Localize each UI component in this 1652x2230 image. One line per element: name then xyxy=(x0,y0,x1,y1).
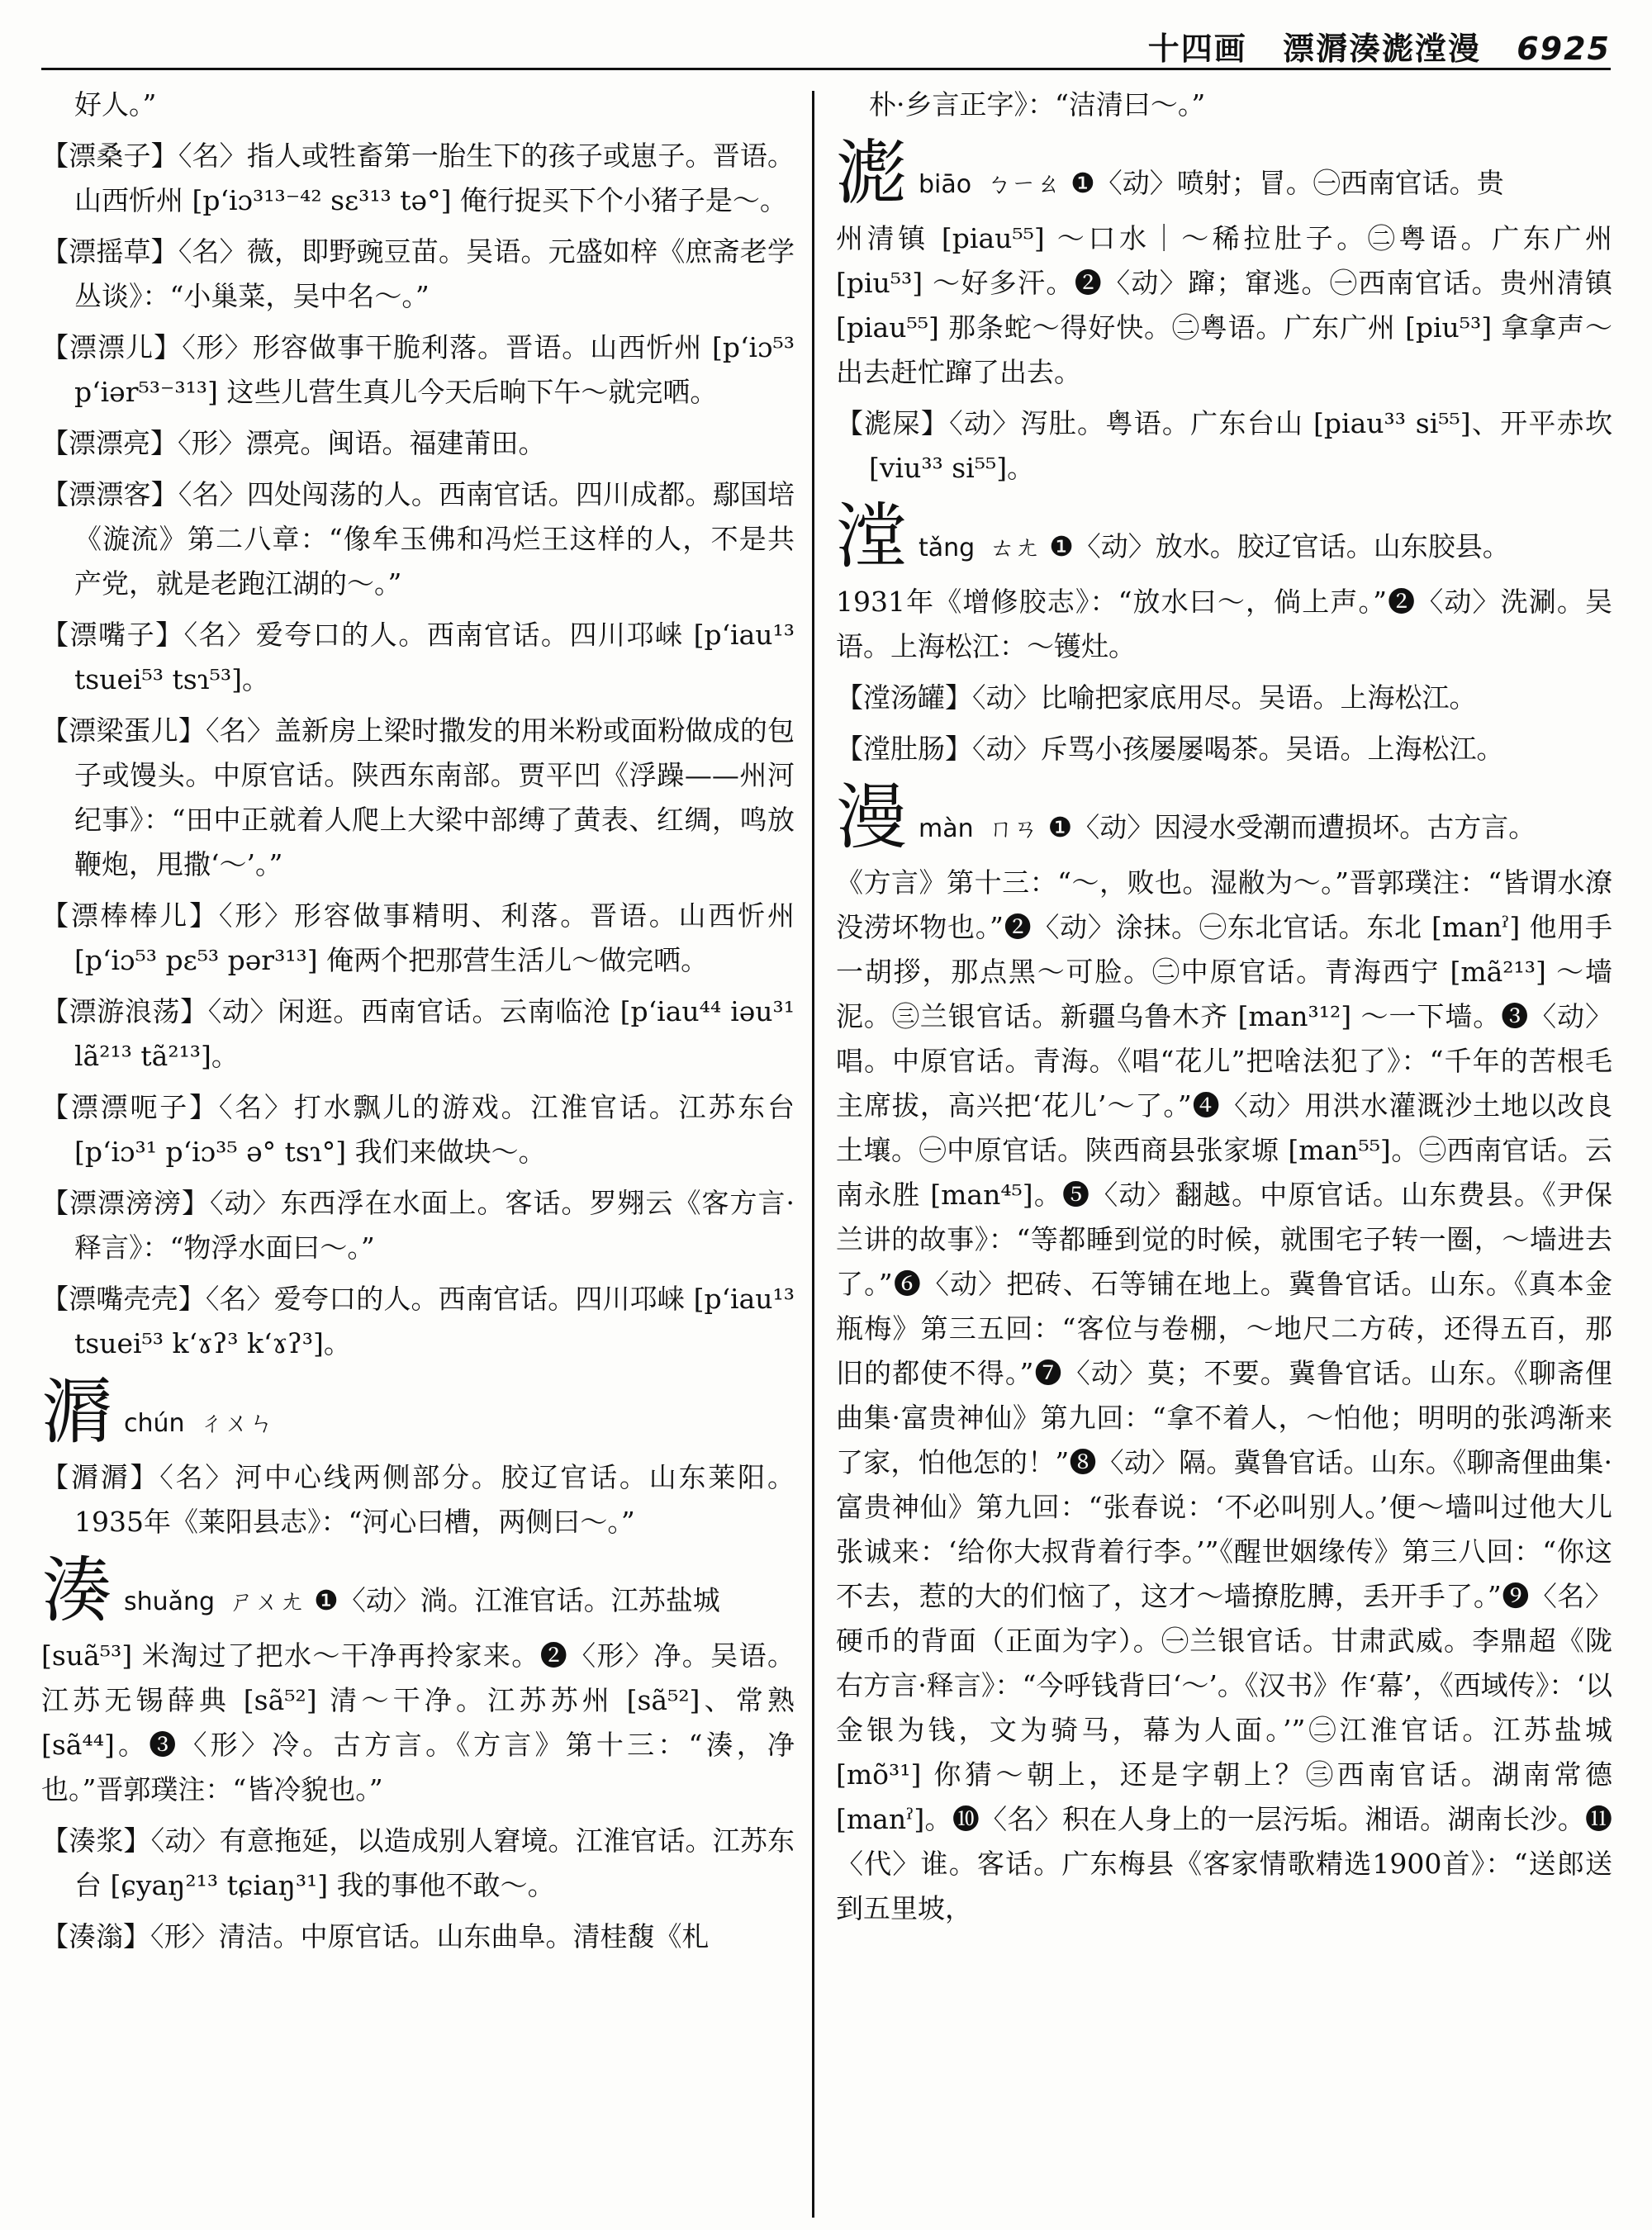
entry: 【漂游浪荡】〈动〉闲逛。西南官话。云南临沧 [p‘iau⁴⁴ iəu³¹ lã²¹³ tã²¹³]。 xyxy=(41,995,795,1072)
definition-text: ❶〈动〉因浸水受潮而遭损坏。古方言。 xyxy=(1047,811,1536,843)
entry: 【漂漂亮】〈形〉漂亮。闽语。福建莆田。 xyxy=(41,427,546,459)
running-head xyxy=(1125,23,1611,69)
column-divider xyxy=(812,91,814,2218)
definition-text: 州清镇 [piau⁵⁵] ～口水｜～稀拉肚子。㊁粤语。广东广州 [piu⁵³] ～好多汗。❷〈动〉蹿；窜逃。㊀西南官话。贵州清镇 [piau⁵⁵] 那条蛇～得好快。㊁粤语。广东广州 [piu⁵³] 拿拿声～出去赶忙蹿了出去。 xyxy=(836,222,1612,388)
zhuyin: ㄅㄧㄠ xyxy=(986,170,1061,199)
definition-text: ❶〈动〉喷射；冒。㊀西南官话。贵 xyxy=(1070,167,1504,199)
pinyin: shuǎng xyxy=(124,1587,216,1616)
pinyin: màn xyxy=(919,814,974,843)
definition-text: ❶〈动〉放水。胶辽官话。山东胶县。 xyxy=(1049,530,1510,562)
continuation-text: 朴·乡言正字》：“洁清曰～。” xyxy=(869,88,1206,121)
pinyin: biāo xyxy=(919,170,972,199)
head-character-block xyxy=(41,1373,795,1452)
entry: 【湊滃】〈形〉清洁。中原官话。山东曲阜。清桂馥《札 xyxy=(41,1920,710,1952)
entry: 【漘漘】〈名〉河中心线两侧部分。胶辽官话。山东莱阳。1935年《莱阳县志》：“河心曰槽，两侧曰～。” xyxy=(41,1461,795,1538)
zhuyin: ㄇㄢ xyxy=(988,814,1038,843)
definition-text: ❶〈动〉淌。江淮官话。江苏盐城 xyxy=(314,1584,720,1616)
entry: 【漂棒棒儿】〈形〉形容做事精明、利落。晋语。山西忻州 [p‘iɔ⁵³ pɛ⁵³ pər³¹³] 俺两个把那营生活儿～做完哂。 xyxy=(41,899,795,976)
entry: 【漂漂儿】〈形〉形容做事干脆利落。晋语。山西忻州 [p‘iɔ⁵³ p‘iər⁵³⁻³¹³] 这些儿营生真儿今天后晌下午～就完哂。 xyxy=(41,331,795,408)
head-character-block xyxy=(41,1551,795,1630)
entry: 【漂嘴子】〈名〉爱夸口的人。西南官话。四川邛崃 [p‘iau¹³ tsuei⁵³ tsɿ⁵³]。 xyxy=(41,619,795,695)
entry: 【漂漂呃子】〈名〉打水飘儿的游戏。江淮官话。江苏东台 [p‘iɔ³¹ p‘iɔ³⁵ ə° tsɿ°] 我们来做块～。 xyxy=(41,1091,795,1168)
entry: 【漟肚肠】〈动〉斥骂小孩屡屡喝茶。吴语。上海松江。 xyxy=(836,733,1504,765)
right-column xyxy=(836,83,1612,2222)
pinyin: chún xyxy=(124,1409,185,1438)
head-character: 漫 xyxy=(836,776,907,859)
entry: 【漂摇草】〈名〉薇，即野豌豆苗。吴语。元盛如梓《庶斋老学丛谈》：“小巢菜，吴中名～。” xyxy=(41,235,795,312)
zhuyin: ㄔㄨㄣ xyxy=(199,1409,274,1438)
entry: 【漂嘴壳壳】〈名〉爱夸口的人。西南官话。四川邛崃 [p‘iau¹³ tsuei⁵³ k‘ɤʔ³ k‘ɤʔ³]。 xyxy=(41,1283,795,1359)
entry: 【漟汤罐】〈动〉比喻把家底用尽。吴语。上海松江。 xyxy=(836,681,1477,714)
head-character: 漘 xyxy=(41,1371,112,1454)
head-character: 滮 xyxy=(836,132,907,215)
head-character: 湊 xyxy=(41,1549,112,1632)
left-column xyxy=(41,83,795,2222)
entry: 【滮屎】〈动〉泻肚。粤语。广东台山 [piau³³ si⁵⁵]、开平赤坎 [viu³³ si⁵⁵]。 xyxy=(836,407,1612,484)
entry: 【漂漂客】〈名〉四处闯荡的人。西南官话。四川成都。鄢国培《漩流》第二八章：“像牟玉佛和冯烂王这样的人，不是共产党，就是老跑江湖的～。” xyxy=(41,478,795,600)
definition-text: [suã⁵³] 米淘过了把水～干净再拎家来。❷〈形〉净。吴语。江苏无锡薛典 [sã⁵²] 清～干净。江苏苏州 [sã⁵²]、常熟 [sã⁴⁴]。❸〈形〉冷。古方言。《方言》第十三：“湊，净也。”晋郭璞注：“皆冷貌也。” xyxy=(41,1639,795,1805)
pinyin: tǎng xyxy=(919,534,976,562)
head-character-block xyxy=(836,778,1612,857)
page-header xyxy=(41,17,1611,70)
stroke-section: 十四画 xyxy=(1147,30,1247,67)
head-character-block xyxy=(836,497,1612,576)
entry: 【漂漂滂滂】〈动〉东西浮在水面上。客话。罗翙云《客方言·释言》：“物浮水面曰～。” xyxy=(41,1187,795,1264)
definition-text: 《方言》第十三：“～，败也。湿敝为～。”晋郭璞注：“皆谓水潦没涝坏物也。”❷〈动〉涂抹。㊀东北官话。东北 [manˀ] 他用手一胡拶，那点黑～可脸。㊁中原官话。青海西宁 [mã²¹³] ～墙泥。㊂兰银官话。新疆乌鲁木齐 [man³¹²] ～一下墙。❸〈动〉唱。中原官话。青海。《唱“花儿”把啥法犯了》：“千年的苦根毛主席拔，高兴把‘花儿’～了。”❹〈动〉用洪水灌溉沙土地以改良土壤。㊀中原官话。陕西商县张家塬 [man⁵⁵]。㊁西南官话。云南永胜 [man⁴⁵]。❺〈动〉翻越。中原官话。山东费县。《尹保兰讲的故事》：“等都睡到觉的时候，就围宅子转一圈，～墙进去了。”❻〈动〉把砖、石等铺在地上。冀鲁官话。山东。《真本金瓶梅》第三五回：“客位与卷棚，～地尺二方砖，还得五百，那旧的都使不得。”❼〈动〉莫；不要。冀鲁官话。山东。《聊斋俚曲集·富贵神仙》第九回：“拿不着人，～怕他；明明的张鸿渐来了家，怕他怎的！”❽〈动〉隔。冀鲁官话。山东。《聊斋俚曲集·富贵神仙》第九回：“张春说：‘不必叫别人。’便～墙叫过他大儿张诚来：‘给你大叔背着行李。’”《醒世姻缘传》第三八回：“你这不去，惹的大的们恼了，这才～墙撩肐膊，丢开手了。”❾〈名〉硬币的背面（正面为字）。㊀兰银官话。甘肃武威。李鼎超《陇右方言·释言》：“今呼钱背曰‘～’。《汉书》作‘幕’，《西域传》：‘以金银为钱，文为骑马，幕为人面。’”㊁江淮官话。江苏盐城 [mõ³¹] 你猜～朝上，还是字朝上？㊂西南官话。湖南常德 [manˀ]。❿〈名〉积在人身上的一层污垢。湘语。湖南长沙。⓫〈代〉谁。客话。广东梅县《客家情歌精选1900首》：“送郎送到五里坡， xyxy=(836,866,1612,1924)
zhuyin: ㄊㄤ xyxy=(990,534,1040,562)
head-character: 漟 xyxy=(836,496,907,578)
entry: 【漂梁蛋儿】〈名〉盖新房上梁时撒发的用米粉或面粉做成的包子或馒头。中原官话。陕西东南部。贾平凹《浮躁——州河纪事》：“田中正就着人爬上大梁中部缚了黄表、红绸，鸣放鞭炮，甩撒‘～’。” xyxy=(41,714,795,880)
header-chars: 漂漘湊滮漟漫 xyxy=(1282,30,1481,67)
head-character-block xyxy=(836,134,1612,213)
continuation-text: 好人。” xyxy=(74,88,157,121)
entry: 【漂桑子】〈名〉指人或牲畜第一胎生下的孩子或崽子。晋语。山西忻州 [p‘iɔ³¹³⁻⁴² sɛ³¹³ tə°] 俺行捉买下个小猪子是～。 xyxy=(41,140,795,216)
definition-text: 1931年《增修胶志》：“放水曰～，倘上声。”❷〈动〉洗涮。吴语。上海松江：～镬灶。 xyxy=(836,586,1612,662)
zhuyin: ㄕㄨㄤ xyxy=(230,1587,305,1616)
entry: 【湊浆】〈动〉有意拖延，以造成别人窘境。江淮官话。江苏东台 [ɕyaŋ²¹³ tɕiaŋ³¹] 我的事他不敢～。 xyxy=(41,1824,795,1901)
page-number: 6925 xyxy=(1517,31,1611,67)
